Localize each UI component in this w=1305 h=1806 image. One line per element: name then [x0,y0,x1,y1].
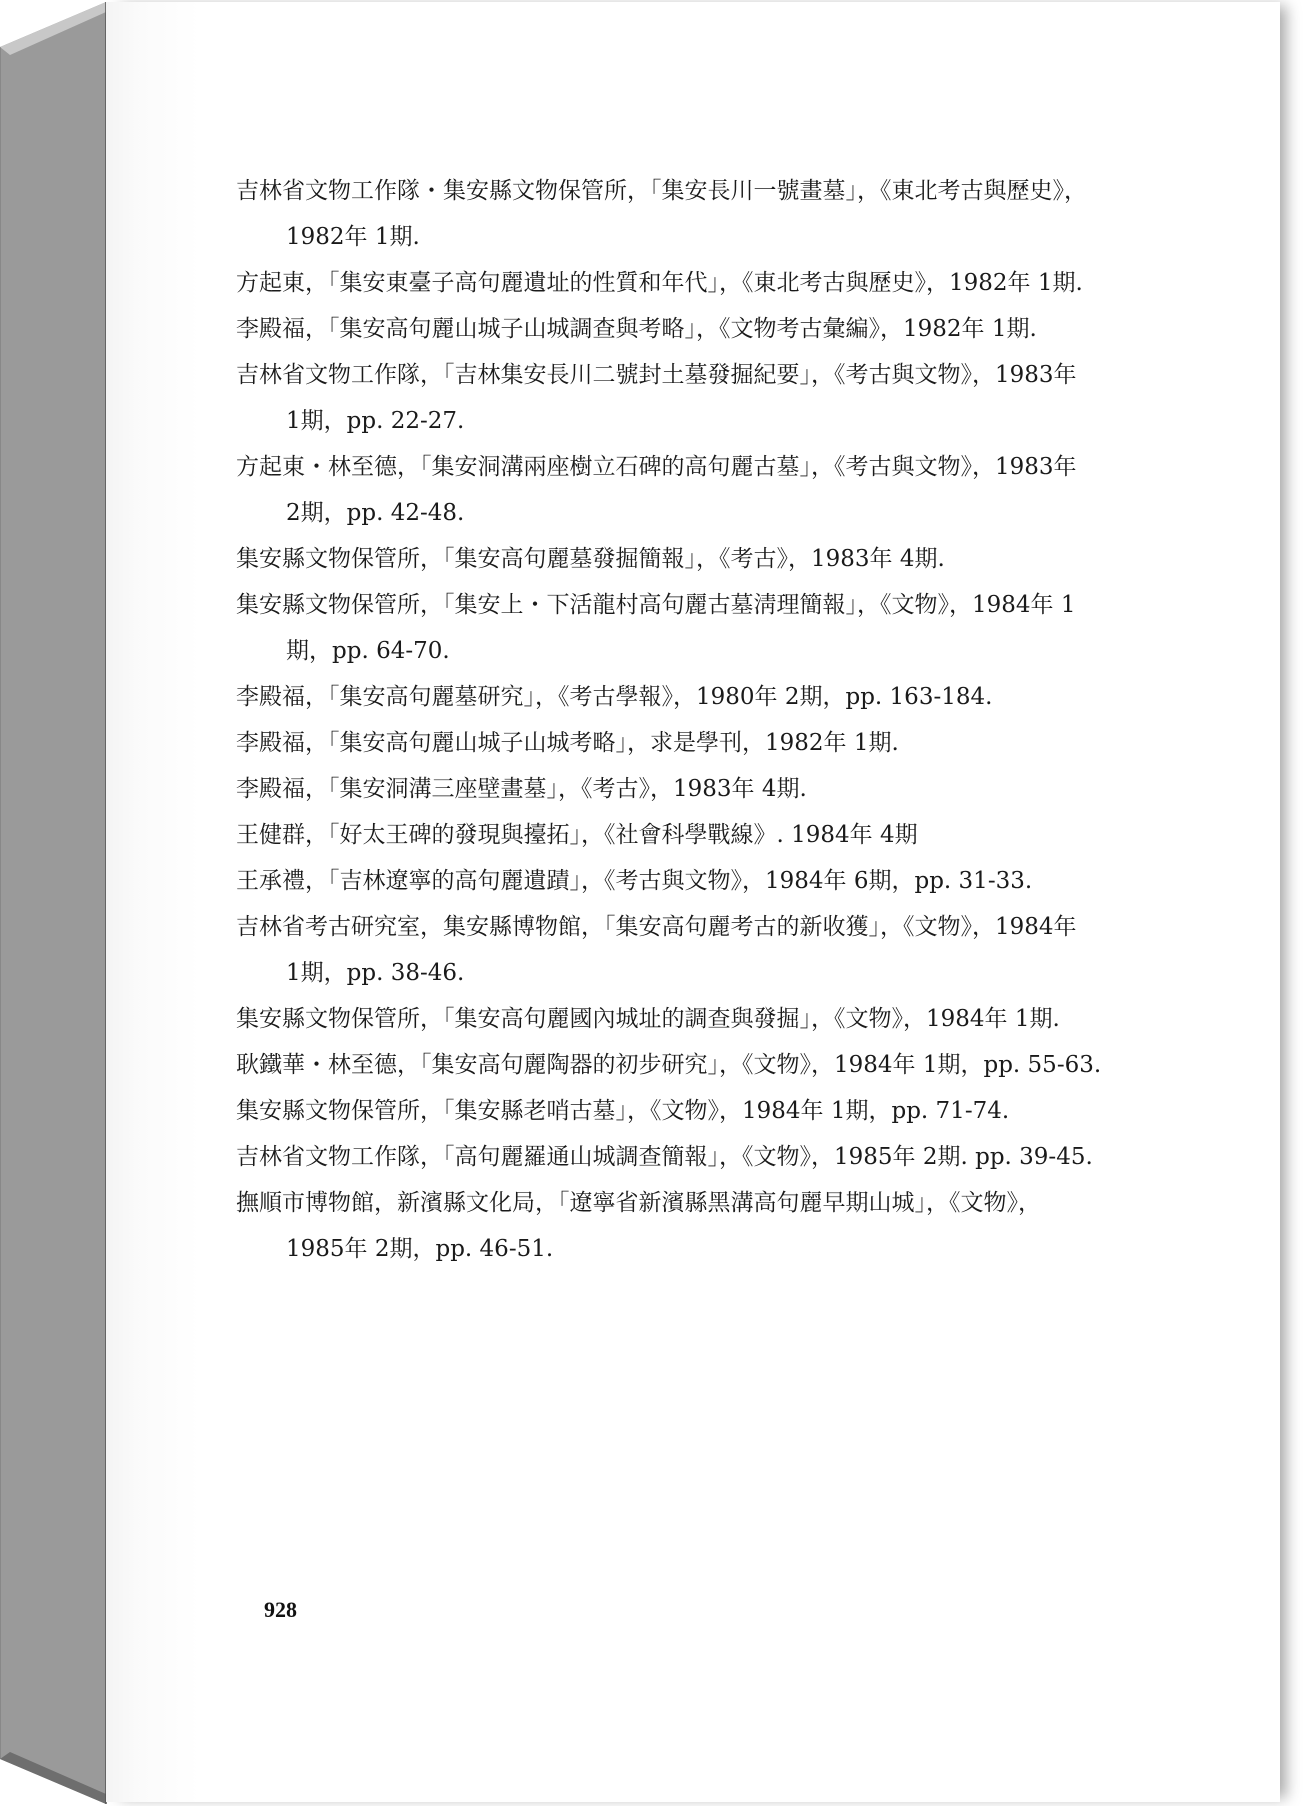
reference-entry [236,306,1156,352]
reference-continuation: 1期，pp. 38-46. [286,960,465,986]
reference-text: 李殿福，「集安高句麗墓研究」，《考古學報》，1980年 2期，pp. 163-184. [236,684,993,710]
reference-continuation: 2期，pp. 42-48. [286,500,465,526]
reference-text: 李殿福，「集安高句麗山城子山城調查與考略」，《文物考古彙編》，1982年 1期. [236,316,1037,342]
reference-entry [236,352,1156,444]
reference-text: 方起東・林至德，「集安洞溝兩座樹立石碑的高句麗古墓」，《考古與文物》，1983年 [236,454,1077,480]
reference-text: 李殿福，「集安高句麗山城子山城考略」，求是學刊，1982年 1期. [236,730,899,756]
page-number: 928 [264,1597,297,1622]
reference-entry [236,812,1156,858]
reference-text: 吉林省文物工作隊，「高句麗羅通山城調查簡報」，《文物》，1985年 2期. pp. 39-45. [236,1144,1093,1170]
reference-text: 撫順市博物館，新濱縣文化局，「遼寧省新濱縣黑溝高句麗早期山城」，《文物》， [236,1190,1041,1216]
reference-text: 集安縣文物保管所，「集安上・下活龍村高句麗古墓淸理簡報」，《文物》，1984年 1 [236,592,1076,618]
reference-entry [236,766,1156,812]
reference-text: 李殿福，「集安洞溝三座壁畫墓」，《考古》，1983年 4期. [236,776,807,802]
reference-text: 耿鐵華・林至德，「集安高句麗陶器的初步研究」，《文物》，1984年 1期，pp. 55-63. [236,1052,1102,1078]
reference-text: 王承禮，「吉林遼寧的高句麗遺蹟」，《考古與文物》，1984年 6期，pp. 31-33. [236,868,1033,894]
reference-text: 集安縣文物保管所，「集安高句麗國內城址的調查與發掘」，《文物》，1984年 1期. [236,1006,1060,1032]
reference-entry [236,1134,1156,1180]
reference-text: 吉林省文物工作隊・集安縣文物保管所，「集安長川一號畫墓」，《東北考古與歷史》， [236,178,1087,204]
reference-entry [236,858,1156,904]
reference-text: 集安縣文物保管所，「集安縣老哨古墓」，《文物》，1984年 1期，pp. 71-74. [236,1098,1010,1124]
reference-text: 吉林省文物工作隊，「吉林集安長川二號封土墓發掘紀要」，《考古與文物》，1983年 [236,362,1077,388]
reference-entry [236,444,1156,536]
reference-entry [236,1180,1156,1272]
reference-entry [236,536,1156,582]
reference-entry [236,260,1156,306]
reference-text: 方起東，「集安東臺子高句麗遺址的性質和年代」，《東北考古與歷史》，1982年 1期. [236,270,1083,296]
reference-entry [236,1088,1156,1134]
reference-continuation: 1期，pp. 22-27. [286,408,465,434]
reference-continuation: 期，pp. 64-70. [286,638,450,664]
reference-entry [236,168,1156,260]
reference-text: 吉林省考古研究室，集安縣博物館，「集安高句麗考古的新收獲」，《文物》，1984年 [236,914,1077,940]
reference-text: 集安縣文物保管所，「集安高句麗墓發掘簡報」，《考古》，1983年 4期. [236,546,945,572]
reference-entry [236,904,1156,996]
reference-continuation: 1982年 1期. [286,224,420,250]
reference-list [236,168,1156,1272]
reference-entry [236,582,1156,674]
reference-entry [236,1042,1156,1088]
reference-entry [236,720,1156,766]
reference-entry [236,996,1156,1042]
reference-entry [236,674,1156,720]
reference-continuation: 1985年 2期，pp. 46-51. [286,1236,554,1262]
reference-text: 王健群，「好太王碑的發現與擡拓」，《社會科學戰線》. 1984年 4期 [236,822,918,848]
